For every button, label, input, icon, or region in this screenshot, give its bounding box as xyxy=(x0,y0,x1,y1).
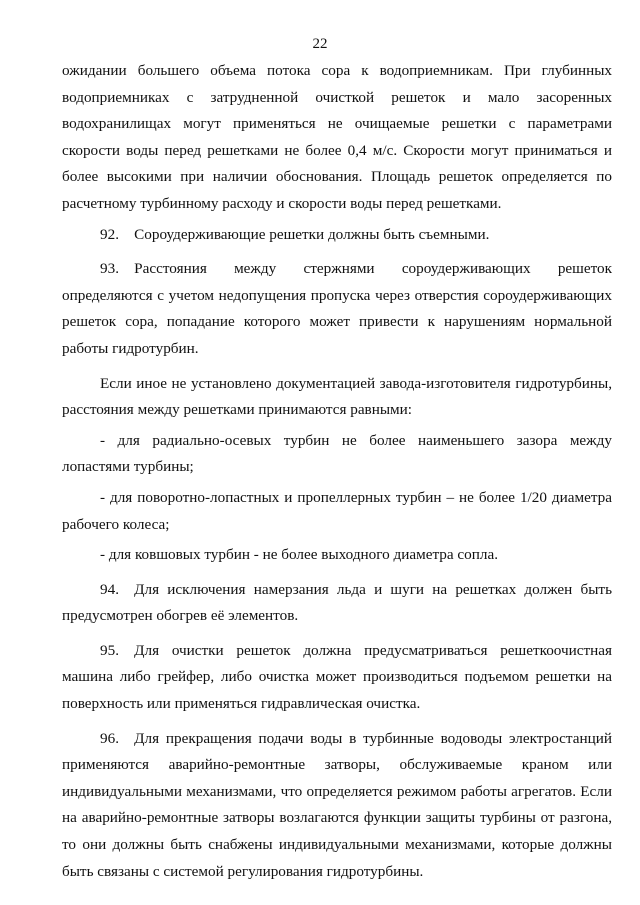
paragraph-item-93: 93. Расстояния между стержнями сороудерживающих решеток определяются с учетом недопущения пропуска через отверстия сороудерживающих решеток сора, попадание которого может привести к нарушениям нормальной работы гидротурбин. xyxy=(62,260,612,357)
paragraph-item-92: 92. Сороудерживающие решетки должны быть съемными. xyxy=(100,225,490,243)
paragraph-item-94: 94. Для исключения намерзания льда и шуги на решетках должен быть предусмотрен обогрев её элементов. xyxy=(62,580,612,625)
page-number: 22 xyxy=(312,36,328,52)
paragraph-item-93-note: Если иное не установлено документацией завода-изготовителя гидротурбины, расстояния между решетками принимаются равными: xyxy=(62,374,612,419)
list-item-bucket: - для ковшовых турбин - не более выходного диаметра сопла. xyxy=(100,546,498,564)
paragraph-item-95: 95. Для очистки решеток должна предусматриваться решеткоочистная машина либо грейфер, либо очистка может производиться подъемом решетки на поверхность или применяться гидравлическая очистка. xyxy=(62,641,612,713)
list-item-radial-axial: - для радиально-осевых турбин не более наименьшего зазора между лопастями турбины; xyxy=(62,431,612,476)
list-item-rotary-propeller: - для поворотно-лопастных и пропеллерных турбин – не более 1/20 диаметра рабочего колеса; xyxy=(62,488,612,533)
paragraph-item-96: 96. Для прекращения подачи воды в турбинные водоводы электростанций применяются аварийно-ремонтные затворы, обслуживаемые краном или индивидуальными механизмами, что определяется режимом работы агрегатов. Если на аварийно-ремонтные затворы возлагаются функции защиты турбины от разгона, то они должны быть снабжены индивидуальными механизмами, которые должны быть связаны с системой регулирования гидротурбины. xyxy=(62,729,612,880)
paragraph-continuation: ожидании большего объема потока сора к водоприемникам. При глубинных водоприемниках с затрудненной очисткой решеток и мало засоренных водохранилищах могут применяться не очищаемые решетки с параметрами скорости воды перед решетками не более 0,4 м/с. Скорости могут приниматься и более высокими при наличии обоснования. Площадь решеток определяется по расчетному турбинному расходу и скорости воды перед решетками. xyxy=(62,62,612,212)
document-body xyxy=(62,58,612,885)
